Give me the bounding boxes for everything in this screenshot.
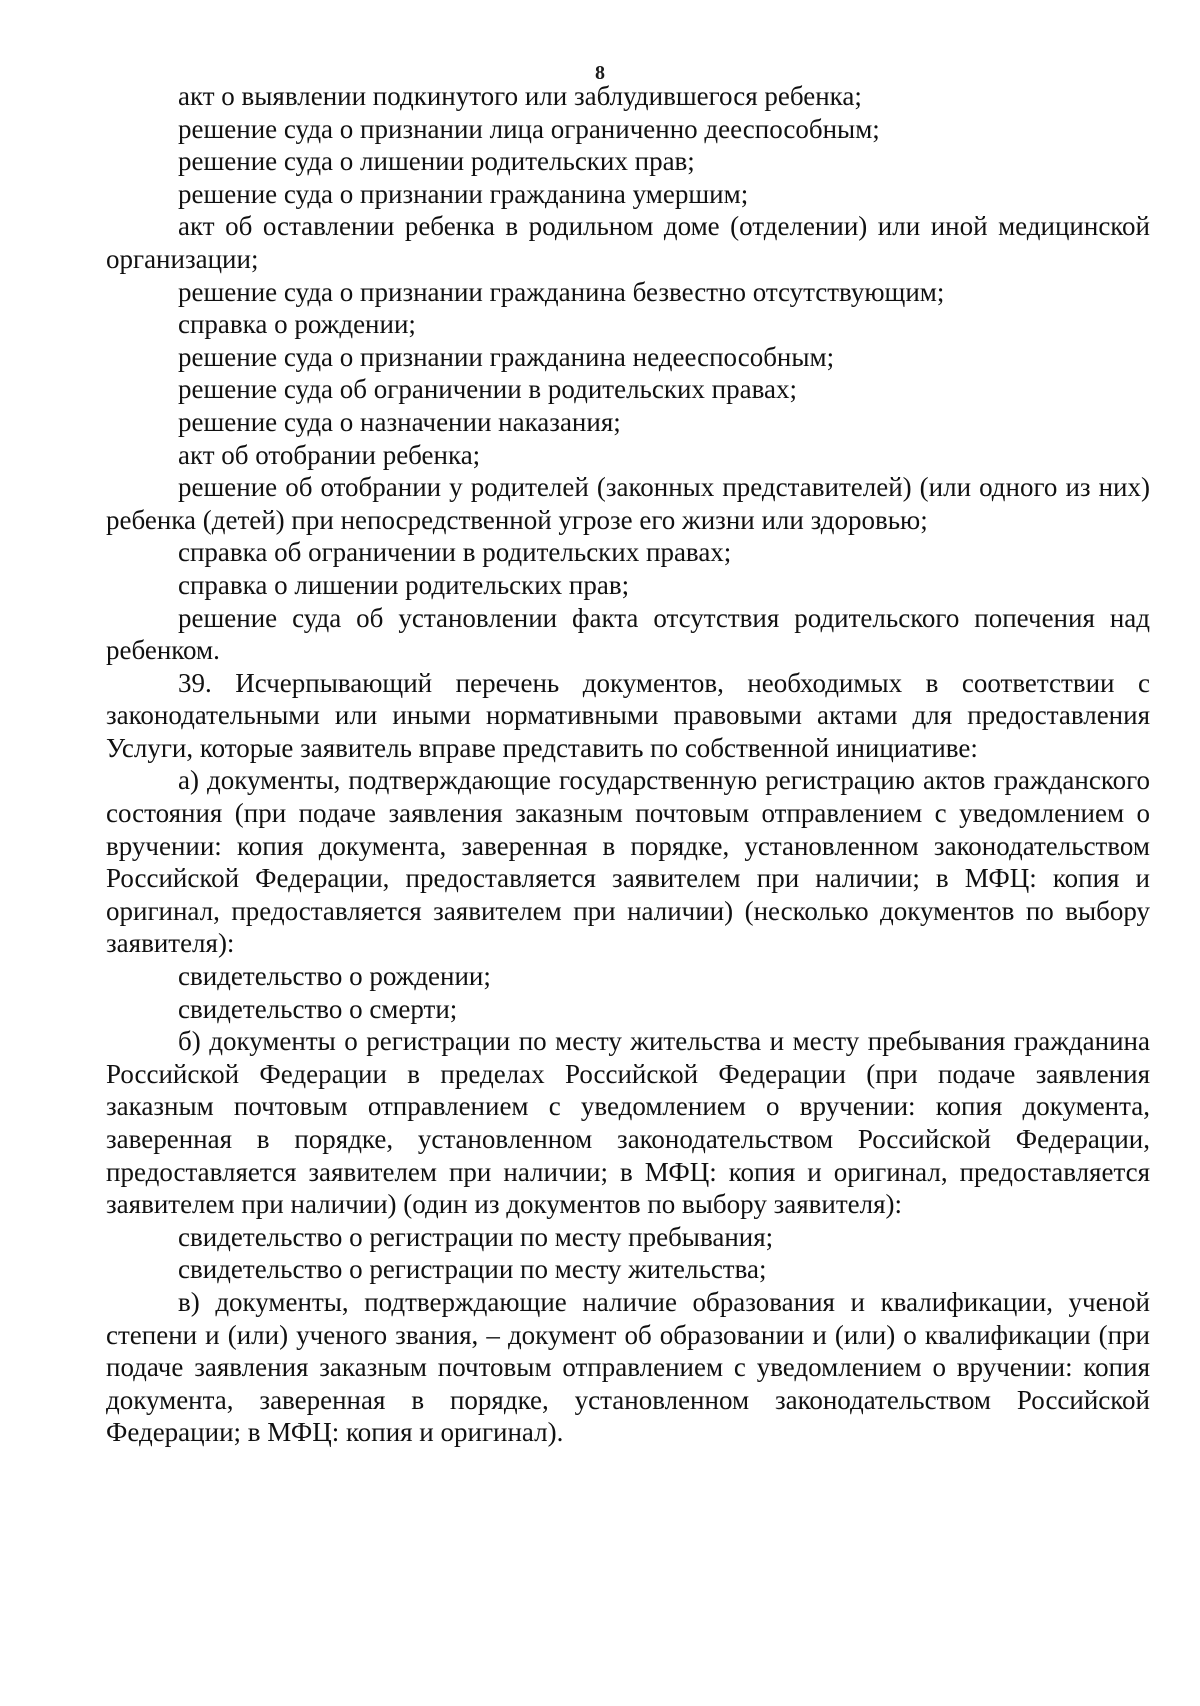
list-item: решение суда о признании лица ограниченно дееспособным; [178,113,880,144]
subsection-a-item: свидетельство о смерти; [178,993,458,1024]
subsection-a-text: а) документы, подтверждающие государственную регистрацию актов гражданского состояния (при подаче заявления заказным почтовым отправлением с уведомлением о вручении: копия документа, заверенная в порядке, установленном законодательством Российской Федерации, предоставляется заявителем при наличии; в МФЦ: копия и оригинал, предоставляется заявителем при наличии) (несколько документов по выбору заявителя): [106,765,1150,959]
list-item: решение об отобрании у родителей (законных представителей) (или одного из них) ребенка (детей) при непосредственной угрозе его жизни или здоровью; [106,472,1150,535]
subsection-b-item: свидетельство о регистрации по месту пребывания; [178,1221,774,1252]
list-item: решение суда о признании гражданина безвестно отсутствующим; [178,276,945,307]
list-item: решение суда о лишении родительских прав; [178,146,695,177]
list-item: справка о рождении; [178,309,416,340]
document-body [106,80,1150,1449]
list-item: решение суда об установлении факта отсутствия родительского попечения над ребенком. [106,602,1150,666]
subsection-a-item: свидетельство о рождении; [178,961,491,992]
list-item: акт об оставлении ребенка в родильном доме (отделении) или иной медицинской организации; [106,211,1150,274]
subsection-b-text: б) документы о регистрации по месту жительства и месту пребывания гражданина Российской Федерации в пределах Российской Федерации (при подаче заявления заказным почтовым отправлением с уведомлением о вручении: копия документа, заверенная в порядке, установленном законодательством Российской Федерации, предоставляется заявителем при наличии; в МФЦ: копия и оригинал, предоставляется заявителем при наличии) (один из документов по выбору заявителя): [106,1026,1150,1220]
subsection-c-text: в) документы, подтверждающие наличие образования и квалификации, ученой степени и (или) ученого звания, – документ об образовании и (или) о квалификации (при подаче заявления заказным почтовым отправлением с уведомлением о вручении: копия документа, заверенная в порядке, установленном законодательством Российской Федерации; в МФЦ: копия и оригинал). [106,1286,1150,1448]
page-number: 8 [595,62,605,84]
list-item: справка о лишении родительских прав; [178,569,630,600]
subsection-b-item: свидетельство о регистрации по месту жительства; [178,1254,767,1285]
list-item: справка об ограничении в родительских правах; [178,537,732,568]
list-item: акт о выявлении подкинутого или заблудившегося ребенка; [178,81,862,111]
list-item: решение суда об ограничении в родительских правах; [178,374,797,405]
list-item: акт об отобрании ребенка; [178,439,481,470]
list-item: решение суда о признании гражданина недееспособным; [178,341,835,372]
list-item: решение суда о признании гражданина умершим; [178,178,749,209]
section-39-intro: 39. Исчерпывающий перечень документов, необходимых в соответствии с законодательными или иными нормативными правовыми актами для предоставления Услуги, которые заявитель вправе представить по собственной инициативе: [106,667,1150,763]
list-item: решение суда о назначении наказания; [178,406,621,437]
